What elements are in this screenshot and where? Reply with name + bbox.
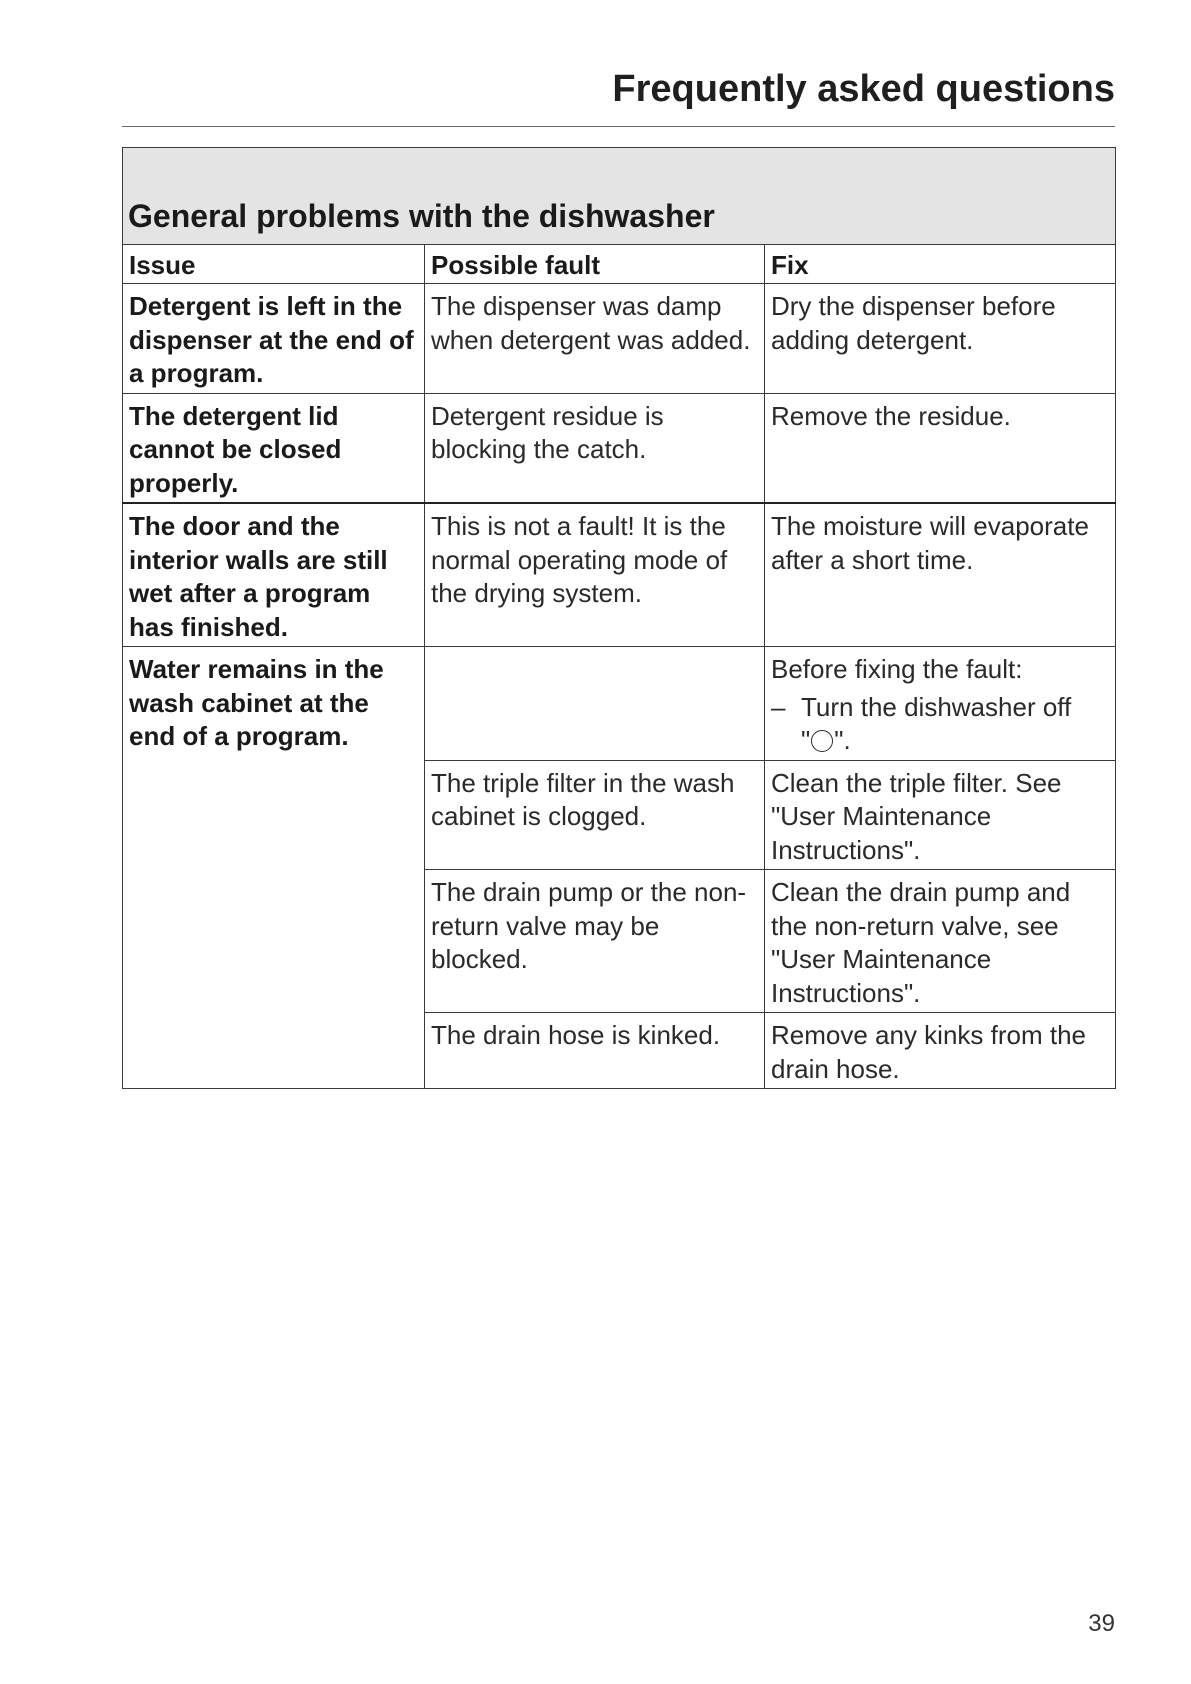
fix-intro: Before fixing the fault: [771, 654, 1023, 684]
faq-table [122, 147, 1116, 1089]
fix-bullet-text: Turn the dishwasher off [801, 691, 1072, 722]
fix-bullet [771, 691, 1109, 758]
bullet-dash: – [771, 691, 786, 722]
column-header-row [123, 245, 1116, 284]
table-row [123, 647, 1116, 761]
table-row [123, 393, 1116, 503]
column-header-fault: Possible fault [425, 245, 765, 284]
page-title: Frequently asked questions [612, 68, 1115, 110]
fix-cell [765, 647, 1116, 761]
issue-cell: Water remains in the wash cabinet at the end of a program. [123, 647, 425, 1089]
power-off-circle-icon [811, 730, 833, 752]
fix-cell: Remove the residue. [765, 393, 1116, 503]
table-row [123, 284, 1116, 394]
page-number: 39 [1088, 1610, 1115, 1637]
fault-cell: This is not a fault! It is the normal operating mode of the drying system. [425, 503, 765, 647]
quote-open: " [801, 725, 811, 755]
fix-cell: Clean the drain pump and the non-return valve, see "User Maintenance Instructions". [765, 870, 1116, 1013]
issue-cell: Detergent is left in the dispenser at the end of a program. [123, 284, 425, 394]
column-header-issue: Issue [123, 245, 425, 284]
fix-cell: Dry the dispenser before adding detergent. [765, 284, 1116, 394]
fix-bullet-content [801, 691, 1071, 758]
fault-cell [425, 647, 765, 761]
table-row [123, 503, 1116, 647]
issue-cell: The detergent lid cannot be closed properly. [123, 393, 425, 503]
fix-cell: Remove any kinks from the drain hose. [765, 1013, 1116, 1089]
fault-cell: The dispenser was damp when detergent was added. [425, 284, 765, 394]
quote-close: ". [834, 725, 851, 755]
fix-cell: Clean the triple filter. See "User Maintenance Instructions". [765, 760, 1116, 870]
fault-cell: The drain hose is kinked. [425, 1013, 765, 1089]
issue-cell: The door and the interior walls are still wet after a program has finished. [123, 503, 425, 647]
fault-cell: Detergent residue is blocking the catch. [425, 393, 765, 503]
column-header-fix: Fix [765, 245, 1116, 284]
fault-cell: The drain pump or the non-return valve may be blocked. [425, 870, 765, 1013]
section-header-row [123, 148, 1116, 245]
fix-cell: The moisture will evaporate after a short time. [765, 503, 1116, 647]
header-divider [122, 126, 1115, 127]
fault-cell: The triple filter in the wash cabinet is clogged. [425, 760, 765, 870]
section-title: General problems with the dishwasher [123, 148, 1116, 245]
